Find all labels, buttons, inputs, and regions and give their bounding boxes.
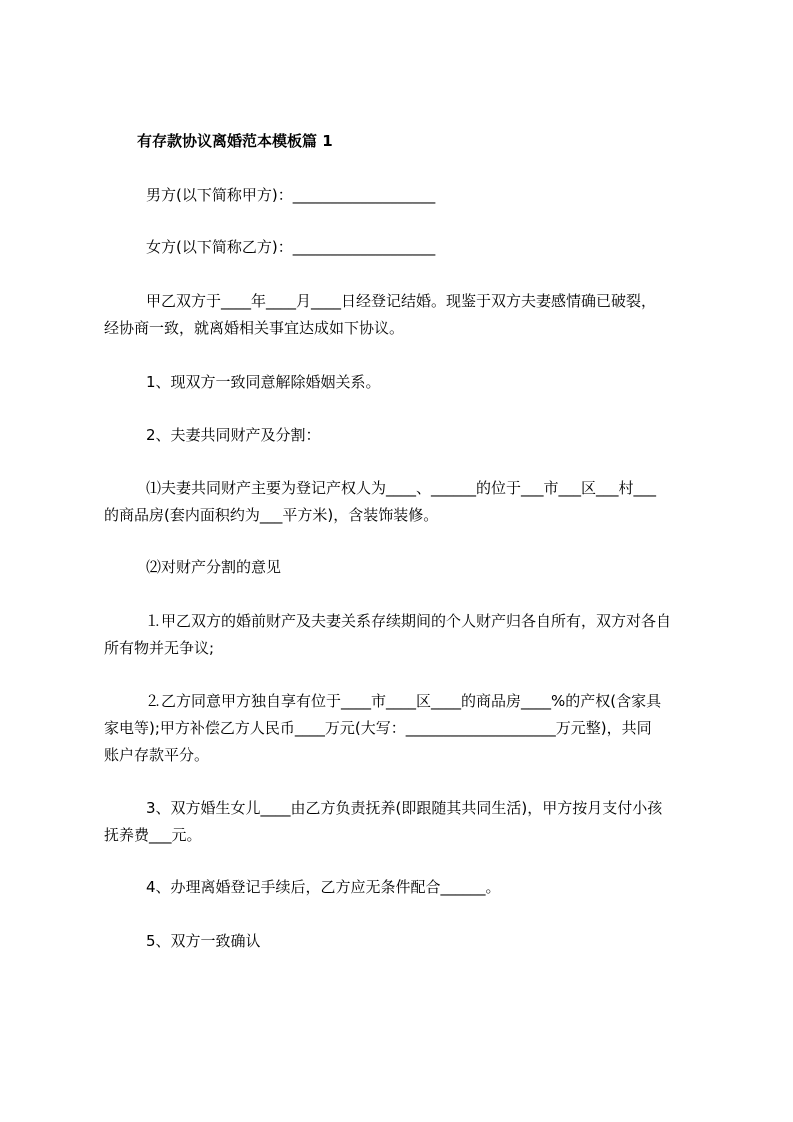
clause-2-2: ⑵对财产分割的意见: [146, 558, 282, 576]
clause-2-2-a-line-1: ⒈甲乙双方的婚前财产及夫妻关系存续期间的个人财产归各自所有，双方对各自: [146, 612, 672, 630]
clause-4: 4、办理离婚登记手续后，乙方应无条件配合______。: [146, 878, 501, 896]
intro-paragraph-line-1: 甲乙双方于____年____月____日经登记结婚。现鉴于双方夫妻感情确已破裂，: [146, 292, 657, 310]
clause-2-1-line-1: ⑴夫妻共同财产主要为登记产权人为____、______的位于___市___区___村___: [146, 479, 657, 497]
clause-2-2-b-line-2: 家电等);甲方补偿乙方人民币____万元(大写：____________________万元整)，共同: [104, 719, 652, 737]
clause-3-line-1: 3、双方婚生女儿____由乙方负责抚养(即跟随其共同生活)，甲方按月支付小孩: [146, 799, 663, 817]
female-party-line: 女方(以下简称乙方)：___________________: [146, 238, 436, 256]
clause-2-2-b-line-1: ⒉乙方同意甲方独自享有位于____市____区____的商品房____%的产权(含家具: [146, 692, 662, 710]
document-title: 有存款协议离婚范本模板篇 1: [137, 132, 333, 150]
clause-3-line-2: 抚养费___元。: [104, 826, 202, 844]
clause-2-2-a-line-2: 所有物并无争议;: [104, 639, 215, 657]
clause-1: 1、现双方一致同意解除婚姻关系。: [146, 373, 381, 391]
clause-2: 2、夫妻共同财产及分割：: [146, 426, 321, 444]
clause-5: 5、双方一致确认: [146, 932, 261, 950]
male-party-line: 男方(以下简称甲方)：___________________: [146, 186, 436, 204]
clause-2-1-line-2: 的商品房(套内面积约为___平方米)，含装饰装修。: [104, 506, 439, 524]
intro-paragraph-line-2: 经协商一致，就离婚相关事宜达成如下协议。: [104, 319, 405, 337]
clause-2-2-b-line-3: 账户存款平分。: [104, 746, 210, 764]
